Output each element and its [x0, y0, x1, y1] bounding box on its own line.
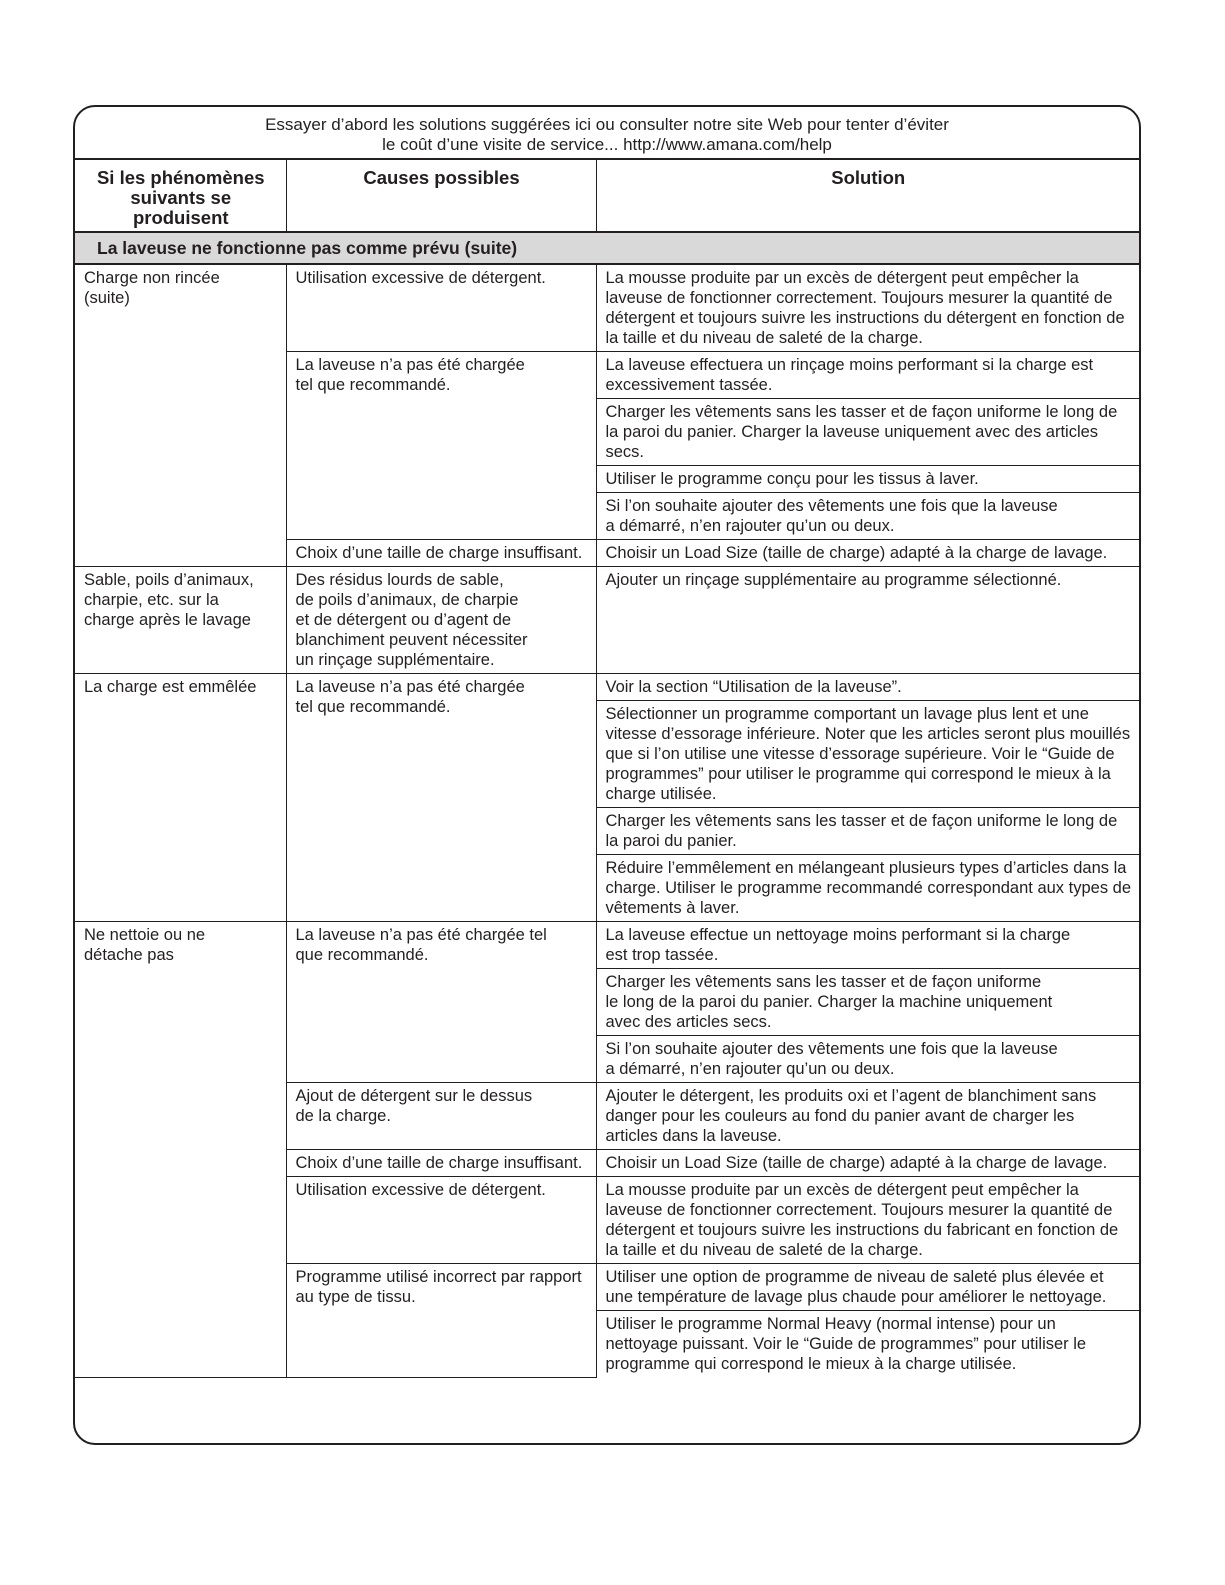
section-title: La laveuse ne fonctionne pas comme prévu (suite): [75, 232, 1139, 264]
solution-cell: Ajouter le détergent, les produits oxi et l’agent de blanchiment sans danger pour les couleurs au fond du panier avant de charger les articles dans la laveuse.: [596, 1083, 1139, 1150]
symptom-cell: Sable, poils d’animaux, charpie, etc. sur la charge après le lavage: [75, 567, 286, 674]
header-solution: Solution: [596, 158, 1139, 232]
troubleshooting-panel: [73, 105, 1141, 1445]
table-row: [75, 674, 1139, 701]
solution-cell: La mousse produite par un excès de détergent peut empêcher la laveuse de fonctionner correctement. Toujours mesurer la quantité de détergent et toujours suivre les instructions du détergent en fonction de la taille et du niveau de saleté de la charge.: [596, 264, 1139, 352]
cause-cell: Utilisation excessive de détergent.: [286, 264, 596, 352]
intro-banner: [75, 107, 1139, 160]
solution-cell: Réduire l’emmêlement en mélangeant plusieurs types d’articles dans la charge. Utiliser le programme recommandé correspondant aux types de vêtements à laver.: [596, 855, 1139, 922]
cause-cell: Programme utilisé incorrect par rapport au type de tissu.: [286, 1264, 596, 1378]
solution-cell: Charger les vêtements sans les tasser et de façon uniforme le long de la paroi du panier. Charger la laveuse uniquement avec des articles secs.: [596, 399, 1139, 466]
cause-cell: Choix d’une taille de charge insuffisant.: [286, 540, 596, 567]
solution-cell: La mousse produite par un excès de détergent peut empêcher la laveuse de fonctionner correctement. Toujours mesurer la quantité de détergent et toujours suivre les instructions du fabricant en fonction de la taille et du niveau de saleté de la charge.: [596, 1177, 1139, 1264]
solution-cell: Utiliser le programme conçu pour les tissus à laver.: [596, 466, 1139, 493]
solution-cell: Ajouter un rinçage supplémentaire au programme sélectionné.: [596, 567, 1139, 674]
intro-line-2: le coût d’une visite de service... http://www.amana.com/help: [382, 135, 832, 154]
solution-cell: Sélectionner un programme comportant un lavage plus lent et une vitesse d’essorage inférieure. Noter que les articles seront plus mouillés que si l’on utilise une vitesse d’essorage supérieure. Voir le “Guide de programmes” pour utiliser le programme qui correspond le mieux à la charge utilisée.: [596, 701, 1139, 808]
cause-cell: Des résidus lourds de sable, de poils d’animaux, de charpie et de détergent ou d’agent de blanchiment peuvent nécessiter un rinçage supplémentaire.: [286, 567, 596, 674]
cause-cell: La laveuse n’a pas été chargée tel que recommandé.: [286, 352, 596, 540]
solution-cell: Utiliser une option de programme de niveau de saleté plus élevée et une température de lavage plus chaude pour améliorer le nettoyage.: [596, 1264, 1139, 1311]
table-row: [75, 922, 1139, 969]
intro-line-1: Essayer d’abord les solutions suggérées ici ou consulter notre site Web pour tenter d’éviter: [265, 115, 949, 134]
symptom-cell: Ne nettoie ou ne détache pas: [75, 922, 286, 1378]
symptom-cell: Charge non rincée (suite): [75, 264, 286, 567]
cause-cell: Utilisation excessive de détergent.: [286, 1177, 596, 1264]
solution-cell: La laveuse effectuera un rinçage moins performant si la charge est excessivement tassée.: [596, 352, 1139, 399]
header-cause: Causes possibles: [286, 158, 596, 232]
table-row: [75, 567, 1139, 674]
solution-cell: Charger les vêtements sans les tasser et de façon uniforme le long de la paroi du panier.: [596, 808, 1139, 855]
solution-cell: Charger les vêtements sans les tasser et de façon uniforme le long de la paroi du panier. Charger la machine uniquement avec des articles secs.: [596, 969, 1139, 1036]
troubleshooting-table: [75, 158, 1139, 1378]
section-row: [75, 232, 1139, 264]
header-symptom: Si les phénomènes suivants se produisent: [75, 158, 286, 232]
cause-cell: La laveuse n’a pas été chargée tel que recommandé.: [286, 922, 596, 1083]
solution-cell: Choisir un Load Size (taille de charge) adapté à la charge de lavage.: [596, 1150, 1139, 1177]
solution-cell: Si l’on souhaite ajouter des vêtements une fois que la laveuse a démarré, n’en rajouter qu’un ou deux.: [596, 1036, 1139, 1083]
cause-cell: Ajout de détergent sur le dessus de la charge.: [286, 1083, 596, 1150]
symptom-cell: La charge est emmêlée: [75, 674, 286, 922]
table-header-row: [75, 158, 1139, 232]
table-row: [75, 264, 1139, 352]
solution-cell: Choisir un Load Size (taille de charge) adapté à la charge de lavage.: [596, 540, 1139, 567]
cause-cell: Choix d’une taille de charge insuffisant.: [286, 1150, 596, 1177]
solution-cell: Voir la section “Utilisation de la laveuse”.: [596, 674, 1139, 701]
cause-cell: La laveuse n’a pas été chargée tel que recommandé.: [286, 674, 596, 922]
solution-cell: Si l’on souhaite ajouter des vêtements une fois que la laveuse a démarré, n’en rajouter qu’un ou deux.: [596, 493, 1139, 540]
solution-cell: La laveuse effectue un nettoyage moins performant si la charge est trop tassée.: [596, 922, 1139, 969]
solution-cell: Utiliser le programme Normal Heavy (normal intense) pour un nettoyage puissant. Voir le “Guide de programmes” pour utiliser le programme qui correspond le mieux à la charge utilisée.: [596, 1311, 1139, 1378]
